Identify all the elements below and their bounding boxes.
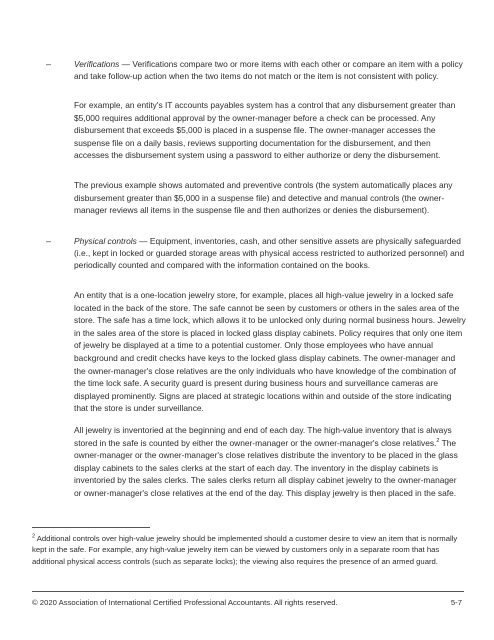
footnote-ref: 2 <box>436 437 440 444</box>
item-text: — Verifications compare two or more items with each other or compare an item with a policy and take follow-up action when the two items do not match or the item is not consistent with policy. <box>74 59 463 82</box>
body-paragraph <box>74 424 466 500</box>
body-paragraph: The previous example shows automated and preventive controls (the system automatically places any disbursement greater than $5,000 in a suspense file) and detective and manual controls (the owner-manager reviews all items in the suspense file and then authorizes or denies the disbursement). <box>74 180 453 216</box>
footnote-divider <box>32 527 150 528</box>
list-dash: – <box>46 59 52 69</box>
text-run: The owner-manager or the owner-manager's close relatives distribute the inventory to be placed in the glass display cabinets to the sales clerks at the start of each day. The inventory in the display cabinets is inventoried by the sales clerks. The sales clerks return all display cabinet jewelry to the owner-manager or owner-manager's close relatives at the end of the day. This display jewelry is then placed in the safe. <box>74 437 458 498</box>
copyright-notice: © 2020 Association of International Certified Professional Accountants. All rights reserved. <box>32 598 338 607</box>
list-dash: – <box>46 236 52 246</box>
body-paragraph: An entity that is a one-location jewelry store, for example, places all high-value jewelry in a locked safe located in the back of the store. The safe cannot be seen by customers or others in the sales area of the store. The safe has a time lock, which allows it to be unlocked only during normal business hours. Jewelry in the sales area of the store is placed in locked glass display cabinets. Policy requires that only one item of jewelry be displayed at a time to a potential customer. Only those employees who have annual background and credit checks have keys to the locked glass display cabinets. The owner-manager and the owner-manager's close relatives are the only individuals who have knowledge of the combination of the time lock safe. A security guard is present during business hours and surveillance cameras are displayed prominently. Signs are placed at strategic locations within and outside of the store indicating that the store is under surveillance. <box>74 290 466 414</box>
footnote-text: Additional controls over high-value jewelry should be implemented should a customer desire to view an item that is normally kept in the safe. For example, any high-value jewelry item can be viewed by customers only in a separate room that has additional physical access controls (such as separate locks); the viewing also requires the presence of an armed guard. <box>32 534 458 566</box>
list-item-physical-controls <box>74 235 466 272</box>
text-run: All jewelry is inventoried at the beginning and end of each day. The high-value inventory that is always stored in the safe is counted by either the owner-manager or the owner-manager's close relatives. <box>74 425 452 448</box>
term-physical-controls: Physical controls <box>74 236 137 246</box>
list-item-verifications <box>74 58 466 82</box>
item-text: — Equipment, inventories, cash, and other sensitive assets are physically safeguarded (i.e., kept in locked or guarded storage areas with physical access restricted to authorized personnel) and periodically counted and compared with the information contained on the books. <box>74 236 465 271</box>
term-verifications: Verifications <box>74 59 120 69</box>
footnote <box>32 533 464 567</box>
body-paragraph: For example, an entity's IT accounts payables system has a control that any disbursement greater than $5,000 requires additional approval by the owner-manager before a check can be processed. Any disbursement that exceeds $5,000 is placed in a suspense file. The owner-manager accesses the suspense file on a daily basis, reviews supporting documentation for the disbursement, and then accesses the disbursement system using a password to either authorize or deny the disbursement. <box>74 100 456 161</box>
footer-divider <box>32 591 464 592</box>
footnote-number: 2 <box>32 533 36 540</box>
page-number: 5-7 <box>450 598 462 607</box>
